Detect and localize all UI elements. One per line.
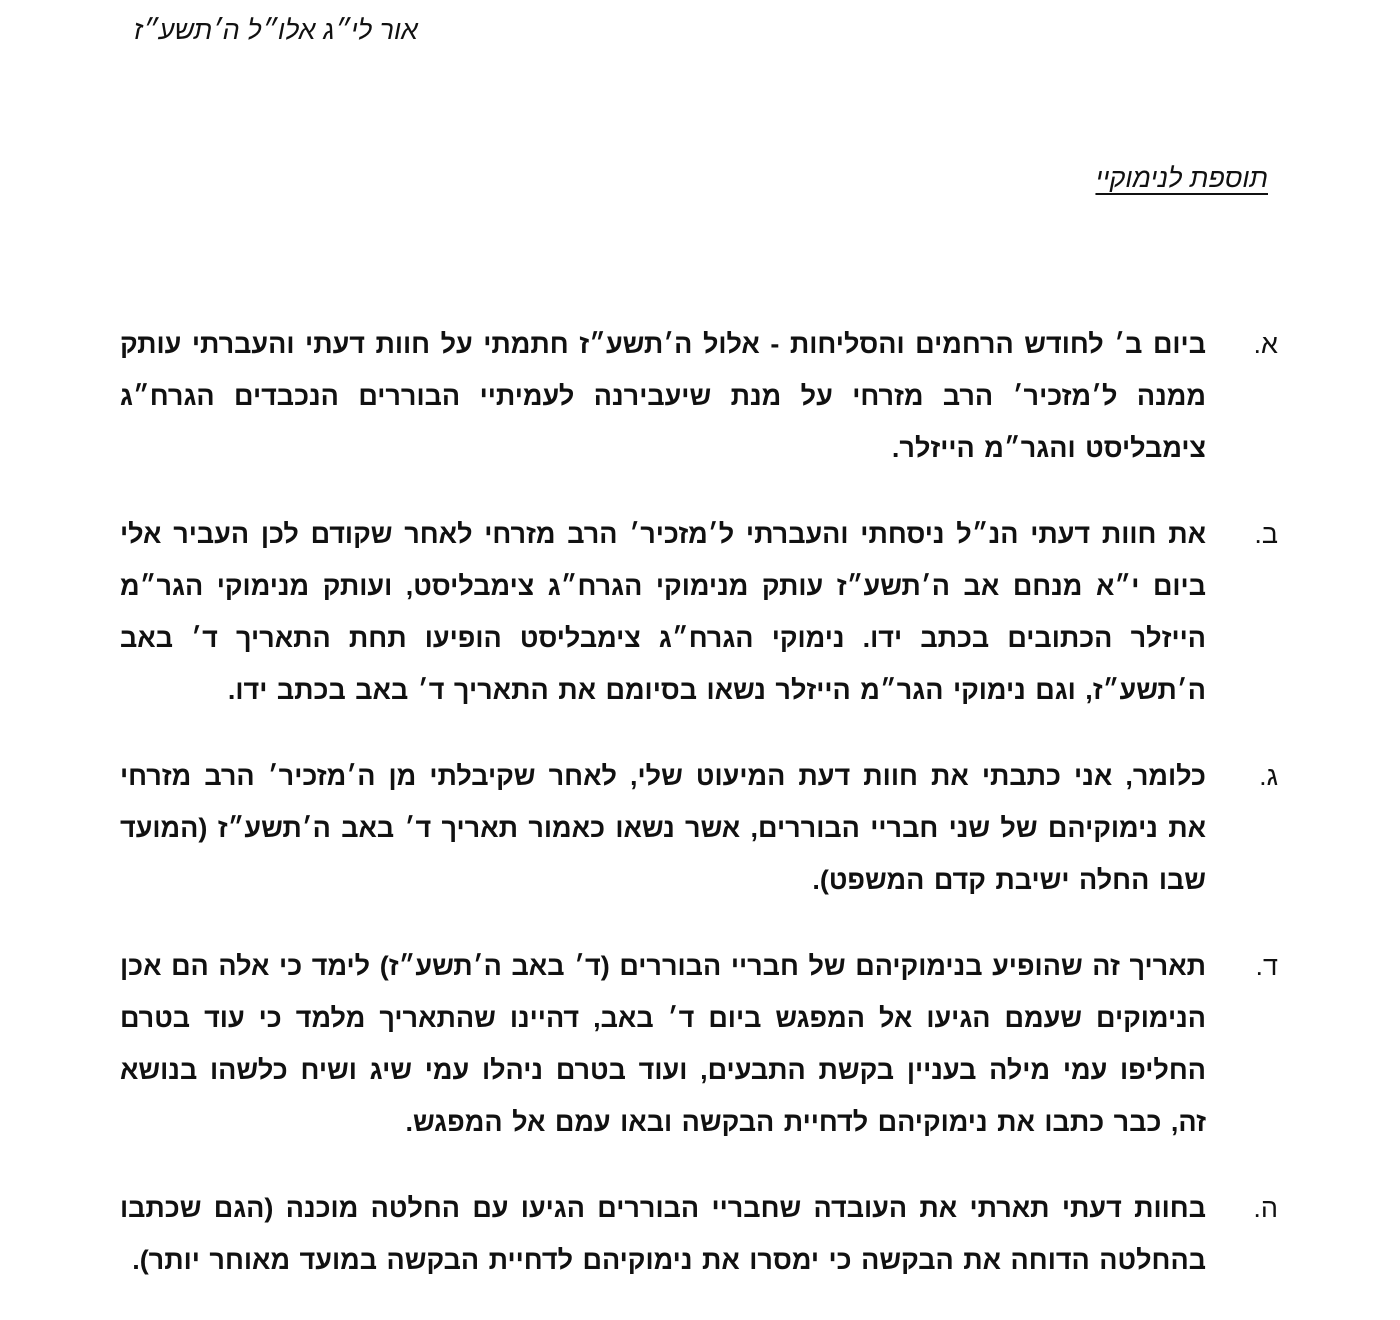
- clause-list: [120, 318, 1280, 1320]
- clause-bet: [120, 508, 1280, 716]
- clause-dalet: [120, 940, 1280, 1148]
- document-title: תוספת לנימוקיי: [1095, 163, 1268, 193]
- clause-letter: ג.: [1259, 761, 1278, 791]
- clause-text: תאריך זה שהופיע בנימוקיהם של חבריי הבוררים (ד׳ באב ה׳תשע״ז) לימד כי אלה הם אכן הנימוקים שעמם הגיעו אל המפגש ביום ד׳ באב, דהיינו שהתאריך מלמד כי עוד בטרם החליפו עמי מילה בעניין בקשת התבעים, ועוד בטרם ניהלו עמי שיג ושיח כלשהו בנושא זה, כבר כתבו את נימוקיהם לדחיית הבקשה ובאו עמם אל המפגש.: [120, 951, 1206, 1137]
- clause-gimel: [120, 750, 1280, 906]
- document-date: אור לי״ג אלו״ל ה׳תשע״ז: [133, 15, 418, 45]
- clause-letter: א.: [1253, 329, 1278, 359]
- clause-text: כלומר, אני כתבתי את חוות דעת המיעוט שלי, לאחר שקיבלתי מן ה׳מזכיר׳ הרב מזרחי את נימוקיהם של שני חבריי הבוררים, אשר נשאו כאמור תאריך ד׳ באב ה׳תשע״ז (המועד שבו החלה ישיבת קדם המשפט).: [120, 761, 1206, 895]
- clause-text: בחוות דעתי תארתי את העובדה שחבריי הבוררים הגיעו עם החלטה מוכנה (הגם שכתבו בהחלטה הדוחה את הבקשה כי ימסרו את נימוקיהם לדחיית הבקשה במועד מאוחר יותר).: [120, 1193, 1206, 1275]
- clause-letter: ה.: [1253, 1193, 1278, 1223]
- clause-text: את חוות דעתי הנ״ל ניסחתי והעברתי ל׳מזכיר׳ הרב מזרחי לאחר שקודם לכן העביר אלי ביום י״א מנחם אב ה׳תשע״ז עותק מנימוקי הגרח״ג צימבליסט, ועותק מנימוקי הגר״מ הייזלר הכתובים בכתב ידו. נימוקי הגרח״ג צימבליסט הופיעו תחת התאריך ד׳ באב ה׳תשע״ז, וגם נימוקי הגר״מ הייזלר נשאו בסיומם את התאריך ד׳ באב בכתב ידו.: [120, 519, 1206, 705]
- clause-letter: ב.: [1254, 519, 1278, 549]
- clause-he: [120, 1182, 1280, 1286]
- clause-letter: ד.: [1255, 951, 1278, 981]
- clause-alef: [120, 318, 1280, 474]
- clause-text: ביום ב׳ לחודש הרחמים והסליחות - אלול ה׳תשע״ז חתמתי על חוות דעתי והעברתי עותק ממנה ל׳מזכיר׳ הרב מזרחי על מנת שיעבירנה לעמיתיי הבוררים הנכבדים הגרח״ג צימבליסט והגר״מ הייזלר.: [120, 329, 1206, 463]
